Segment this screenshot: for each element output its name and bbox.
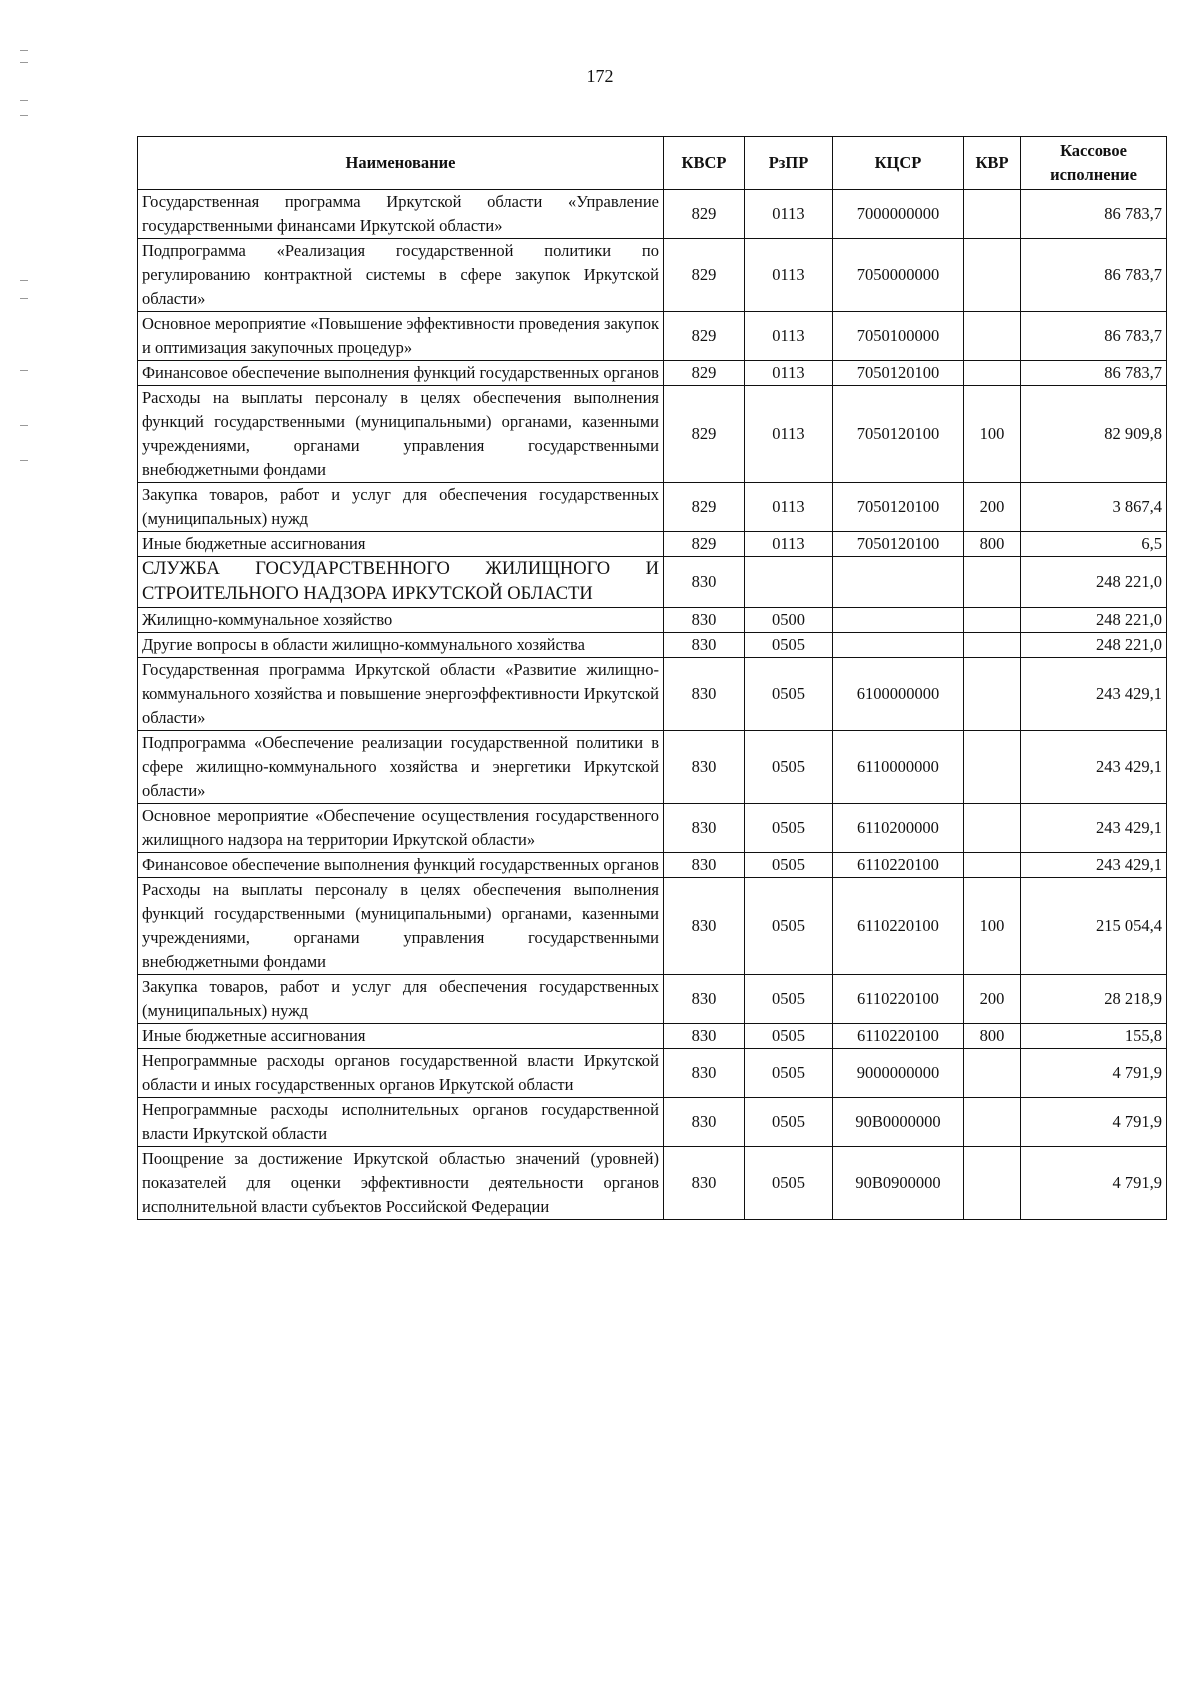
cell-name: Основное мероприятие «Обеспечение осуществления государственного жилищного надзора на территории Иркутской области» bbox=[138, 804, 664, 853]
cell-amount: 86 783,7 bbox=[1021, 312, 1167, 361]
cell-kcsr: 6110220100 bbox=[833, 975, 964, 1024]
cell-rzpr: 0505 bbox=[745, 804, 833, 853]
cell-amount: 248 221,0 bbox=[1021, 633, 1167, 658]
cell-rzpr: 0505 bbox=[745, 975, 833, 1024]
cell-name: Государственная программа Иркутской области «Управление государственными финансами Иркутской области» bbox=[138, 190, 664, 239]
cell-kcsr: 6100000000 bbox=[833, 658, 964, 731]
cell-name: Непрограммные расходы исполнительных органов государственной власти Иркутской области bbox=[138, 1098, 664, 1147]
cell-amount: 86 783,7 bbox=[1021, 239, 1167, 312]
table-row bbox=[138, 312, 1167, 361]
cell-kvsr: 829 bbox=[664, 361, 745, 386]
table-row bbox=[138, 532, 1167, 557]
cell-kvsr: 830 bbox=[664, 1049, 745, 1098]
cell-kvr bbox=[964, 608, 1021, 633]
cell-kcsr: 7000000000 bbox=[833, 190, 964, 239]
cell-kcsr: 6110220100 bbox=[833, 1024, 964, 1049]
cell-name: Непрограммные расходы органов государственной власти Иркутской области и иных государственных органов Иркутской области bbox=[138, 1049, 664, 1098]
table-row bbox=[138, 239, 1167, 312]
cell-kvsr: 830 bbox=[664, 853, 745, 878]
table-row bbox=[138, 557, 1167, 608]
cell-kvr bbox=[964, 658, 1021, 731]
cell-kcsr: 6110220100 bbox=[833, 878, 964, 975]
cell-rzpr: 0113 bbox=[745, 483, 833, 532]
table-row bbox=[138, 483, 1167, 532]
cell-kvsr: 830 bbox=[664, 731, 745, 804]
cell-kvsr: 830 bbox=[664, 975, 745, 1024]
cell-kvsr: 830 bbox=[664, 633, 745, 658]
cell-kvr bbox=[964, 633, 1021, 658]
cell-kcsr: 7050000000 bbox=[833, 239, 964, 312]
cell-rzpr: 0113 bbox=[745, 190, 833, 239]
cell-kvsr: 829 bbox=[664, 386, 745, 483]
cell-name: Закупка товаров, работ и услуг для обеспечения государственных (муниципальных) нужд bbox=[138, 975, 664, 1024]
cell-rzpr: 0113 bbox=[745, 386, 833, 483]
table-row bbox=[138, 1049, 1167, 1098]
cell-kvr bbox=[964, 804, 1021, 853]
cell-rzpr: 0500 bbox=[745, 608, 833, 633]
cell-kcsr: 9000000000 bbox=[833, 1049, 964, 1098]
cell-amount: 4 791,9 bbox=[1021, 1049, 1167, 1098]
cell-rzpr: 0505 bbox=[745, 1147, 833, 1220]
cell-name: Основное мероприятие «Повышение эффективности проведения закупок и оптимизация закупочных процедур» bbox=[138, 312, 664, 361]
cell-kcsr bbox=[833, 608, 964, 633]
cell-rzpr: 0505 bbox=[745, 731, 833, 804]
cell-amount: 4 791,9 bbox=[1021, 1147, 1167, 1220]
cell-kvr bbox=[964, 239, 1021, 312]
header-row bbox=[138, 137, 1167, 190]
cell-rzpr: 0113 bbox=[745, 312, 833, 361]
cell-name: Закупка товаров, работ и услуг для обеспечения государственных (муниципальных) нужд bbox=[138, 483, 664, 532]
cell-name: Подпрограмма «Обеспечение реализации государственной политики в сфере жилищно-коммунального хозяйства и энергетики Иркутской области» bbox=[138, 731, 664, 804]
cell-rzpr: 0505 bbox=[745, 1024, 833, 1049]
cell-name: Финансовое обеспечение выполнения функций государственных органов bbox=[138, 853, 664, 878]
cell-name: Финансовое обеспечение выполнения функций государственных органов bbox=[138, 361, 664, 386]
cell-kvr: 100 bbox=[964, 386, 1021, 483]
cell-name: Иные бюджетные ассигнования bbox=[138, 532, 664, 557]
page-number: 172 bbox=[586, 66, 614, 86]
table-row bbox=[138, 1024, 1167, 1049]
cell-kvsr: 830 bbox=[664, 878, 745, 975]
cell-kvr: 800 bbox=[964, 1024, 1021, 1049]
cell-amount: 28 218,9 bbox=[1021, 975, 1167, 1024]
cell-amount: 4 791,9 bbox=[1021, 1098, 1167, 1147]
cell-kcsr: 6110200000 bbox=[833, 804, 964, 853]
table-row bbox=[138, 633, 1167, 658]
cell-amount: 248 221,0 bbox=[1021, 608, 1167, 633]
cell-amount: 243 429,1 bbox=[1021, 853, 1167, 878]
header-name: Наименование bbox=[138, 137, 664, 190]
cell-kvr bbox=[964, 361, 1021, 386]
budget-table bbox=[137, 136, 1167, 1220]
cell-kvsr: 830 bbox=[664, 658, 745, 731]
cell-kvr: 100 bbox=[964, 878, 1021, 975]
cell-kvsr: 830 bbox=[664, 608, 745, 633]
cell-amount: 86 783,7 bbox=[1021, 190, 1167, 239]
cell-kcsr: 7050100000 bbox=[833, 312, 964, 361]
cell-rzpr: 0505 bbox=[745, 633, 833, 658]
cell-kcsr bbox=[833, 557, 964, 608]
cell-kcsr bbox=[833, 633, 964, 658]
cell-amount: 248 221,0 bbox=[1021, 557, 1167, 608]
cell-name: СЛУЖБА ГОСУДАРСТВЕННОГО ЖИЛИЩНОГО И СТРОИТЕЛЬНОГО НАДЗОРА ИРКУТСКОЙ ОБЛАСТИ bbox=[138, 557, 664, 608]
table-row bbox=[138, 878, 1167, 975]
cell-kvr bbox=[964, 853, 1021, 878]
cell-kvsr: 830 bbox=[664, 1098, 745, 1147]
cell-kcsr: 7050120100 bbox=[833, 361, 964, 386]
table-row bbox=[138, 1147, 1167, 1220]
cell-kcsr: 90В0000000 bbox=[833, 1098, 964, 1147]
cell-kvr: 200 bbox=[964, 483, 1021, 532]
cell-name: Подпрограмма «Реализация государственной политики по регулированию контрактной системы в сфере закупок Иркутской области» bbox=[138, 239, 664, 312]
cell-amount: 6,5 bbox=[1021, 532, 1167, 557]
cell-kvr bbox=[964, 312, 1021, 361]
cell-amount: 86 783,7 bbox=[1021, 361, 1167, 386]
cell-rzpr: 0113 bbox=[745, 239, 833, 312]
cell-rzpr bbox=[745, 557, 833, 608]
cell-name: Поощрение за достижение Иркутской областью значений (уровней) показателей для оценки эффективности деятельности органов исполнительной власти субъектов Российской Федерации bbox=[138, 1147, 664, 1220]
table-body bbox=[138, 190, 1167, 1220]
cell-kvsr: 830 bbox=[664, 1024, 745, 1049]
cell-rzpr: 0505 bbox=[745, 1049, 833, 1098]
cell-kcsr: 6110220100 bbox=[833, 853, 964, 878]
cell-amount: 243 429,1 bbox=[1021, 731, 1167, 804]
cell-kcsr: 7050120100 bbox=[833, 483, 964, 532]
table-header bbox=[138, 137, 1167, 190]
cell-kvr bbox=[964, 1147, 1021, 1220]
table-row bbox=[138, 190, 1167, 239]
cell-kvr: 800 bbox=[964, 532, 1021, 557]
cell-name: Расходы на выплаты персоналу в целях обеспечения выполнения функций государственными (муниципальными) органами, казенными учреждениями, органами управления государственными внебюджетными фондами bbox=[138, 878, 664, 975]
cell-kvr bbox=[964, 1049, 1021, 1098]
cell-amount: 243 429,1 bbox=[1021, 658, 1167, 731]
table-row bbox=[138, 658, 1167, 731]
cell-name: Государственная программа Иркутской области «Развитие жилищно-коммунального хозяйства и повышение энергоэффективности Иркутской области» bbox=[138, 658, 664, 731]
header-rzpr: РзПР bbox=[745, 137, 833, 190]
cell-kvsr: 829 bbox=[664, 239, 745, 312]
cell-rzpr: 0505 bbox=[745, 1098, 833, 1147]
cell-kcsr: 90В0900000 bbox=[833, 1147, 964, 1220]
cell-amount: 82 909,8 bbox=[1021, 386, 1167, 483]
table-row bbox=[138, 361, 1167, 386]
cell-kvsr: 830 bbox=[664, 1147, 745, 1220]
table-row bbox=[138, 853, 1167, 878]
cell-rzpr: 0113 bbox=[745, 532, 833, 557]
cell-kvr bbox=[964, 190, 1021, 239]
cell-rzpr: 0505 bbox=[745, 853, 833, 878]
cell-kvsr: 830 bbox=[664, 557, 745, 608]
table-row bbox=[138, 975, 1167, 1024]
cell-kvsr: 829 bbox=[664, 190, 745, 239]
cell-rzpr: 0505 bbox=[745, 658, 833, 731]
cell-name: Расходы на выплаты персоналу в целях обеспечения выполнения функций государственными (муниципальными) органами, казенными учреждениями, органами управления государственными внебюджетными фондами bbox=[138, 386, 664, 483]
cell-rzpr: 0113 bbox=[745, 361, 833, 386]
cell-rzpr: 0505 bbox=[745, 878, 833, 975]
cell-name: Иные бюджетные ассигнования bbox=[138, 1024, 664, 1049]
table-row bbox=[138, 608, 1167, 633]
header-kvr: КВР bbox=[964, 137, 1021, 190]
cell-kvsr: 829 bbox=[664, 312, 745, 361]
cell-name: Жилищно-коммунальное хозяйство bbox=[138, 608, 664, 633]
scan-margin-marks bbox=[20, 40, 30, 470]
cell-kcsr: 7050120100 bbox=[833, 532, 964, 557]
cell-amount: 243 429,1 bbox=[1021, 804, 1167, 853]
cell-amount: 155,8 bbox=[1021, 1024, 1167, 1049]
cell-kvr bbox=[964, 731, 1021, 804]
cell-name: Другие вопросы в области жилищно-коммунального хозяйства bbox=[138, 633, 664, 658]
table-row bbox=[138, 804, 1167, 853]
table-row bbox=[138, 386, 1167, 483]
cell-kcsr: 7050120100 bbox=[833, 386, 964, 483]
header-amount: Кассовое исполнение bbox=[1021, 137, 1167, 190]
cell-kvr bbox=[964, 1098, 1021, 1147]
table-row bbox=[138, 731, 1167, 804]
cell-kvsr: 829 bbox=[664, 532, 745, 557]
header-kcsr: КЦСР bbox=[833, 137, 964, 190]
cell-kcsr: 6110000000 bbox=[833, 731, 964, 804]
cell-kvsr: 830 bbox=[664, 804, 745, 853]
cell-amount: 3 867,4 bbox=[1021, 483, 1167, 532]
cell-kvsr: 829 bbox=[664, 483, 745, 532]
header-kvsr: КВСР bbox=[664, 137, 745, 190]
cell-kvr: 200 bbox=[964, 975, 1021, 1024]
table-row bbox=[138, 1098, 1167, 1147]
cell-amount: 215 054,4 bbox=[1021, 878, 1167, 975]
cell-kvr bbox=[964, 557, 1021, 608]
